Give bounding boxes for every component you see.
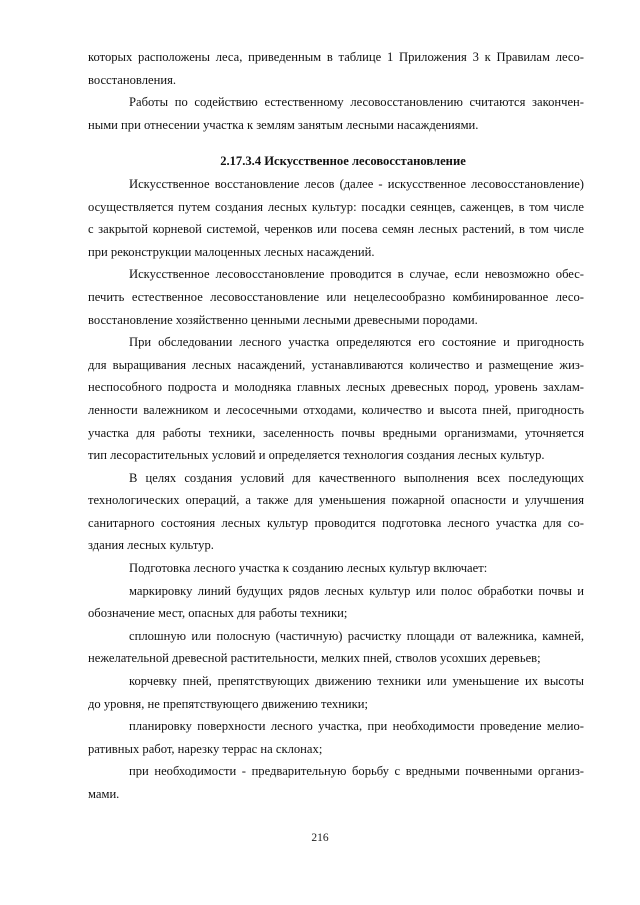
text-line: При обследовании лесного участка определяются его состояние и пригодность	[129, 335, 584, 350]
text-line: с закрытой корневой системой, черенков или посева семян лесных растений, в том числе	[88, 222, 584, 237]
text-line: Искусственное лесовосстановление проводится в случае, если невозможно обес-	[129, 267, 584, 282]
text-line: при реконструкции малоценных лесных насаждений.	[88, 244, 375, 259]
text-line: нежелательной древесной растительности, мелких пней, стволов усохших деревьев;	[88, 651, 541, 666]
text-line: которых расположены леса, приведенным в таблице 1 Приложения 3 к Правилам лесо-	[88, 50, 584, 64]
text-line: обозначение мест, опасных для работы техники;	[88, 606, 348, 621]
document-page	[88, 46, 584, 806]
text-line: восстановления.	[88, 72, 177, 87]
text-line: корчевку пней, препятствующих движению техники или уменьшение их высоты	[129, 674, 584, 689]
text-line: ративных работ, нарезку террас на склонах;	[88, 741, 323, 756]
text-line: осуществляется путем создания лесных культур: посадки сеянцев, саженцев, в том числе	[88, 199, 584, 214]
text-line: Работы по содействию естественному лесовосстановлению считаются закончен-	[129, 95, 584, 110]
text-line: санитарного состояния лесных культур проводится подготовка лесного участка для со-	[88, 515, 584, 530]
text-line: В целях создания условий для качественного выполнения всех последующих	[129, 470, 584, 485]
text-line: технологических операций, а также для уменьшения пожарной опасности и улучшения	[88, 493, 584, 508]
text-line: мами.	[88, 787, 120, 801]
text-line: участка для работы техники, заселенность почвы вредными организмами, уточняется	[88, 425, 584, 440]
text-line: при необходимости - предварительную борьбу с вредными почвенными организ-	[129, 764, 584, 779]
text-line: печить естественное лесовосстановление или нецелесообразно комбинированное лесо-	[88, 289, 584, 304]
text-line: Подготовка лесного участка к созданию лесных культур включает:	[129, 561, 488, 576]
text-line: сплошную или полосную (частичную) расчистку площади от валежника, камней,	[129, 628, 584, 643]
section-heading: 2.17.3.4 Искусственное лесовосстановление	[220, 154, 466, 169]
text-line: Искусственное восстановление лесов (далее - искусственное лесовосстановление)	[129, 176, 584, 191]
text-line: здания лесных культур.	[88, 538, 214, 553]
text-line: маркировку линий будущих рядов лесных культур или полос обработки почвы и	[129, 583, 584, 598]
text-line: до уровня, не препятствующего движению техники;	[88, 696, 369, 711]
text-line: восстановление хозяйственно ценными лесными древесными породами.	[88, 312, 478, 327]
page-number: 216	[311, 832, 329, 844]
text-line: тип лесорастительных условий и определяется технология создания лесных культур.	[88, 448, 545, 463]
text-line: для выращивания лесных насаждений, устанавливаются количество и размещение жиз-	[88, 357, 584, 372]
text-line: планировку поверхности лесного участка, при необходимости проведение мелио-	[129, 719, 584, 734]
text-line: ленности валежником и лесосечными отходами, количество и высота пней, пригодность	[88, 402, 584, 417]
text-line: ными при отнесении участка к землям занятым лесными насаждениями.	[88, 117, 479, 132]
text-line: неспособного подроста и молодняка главных лесных древесных пород, уровень захлам-	[88, 380, 584, 395]
